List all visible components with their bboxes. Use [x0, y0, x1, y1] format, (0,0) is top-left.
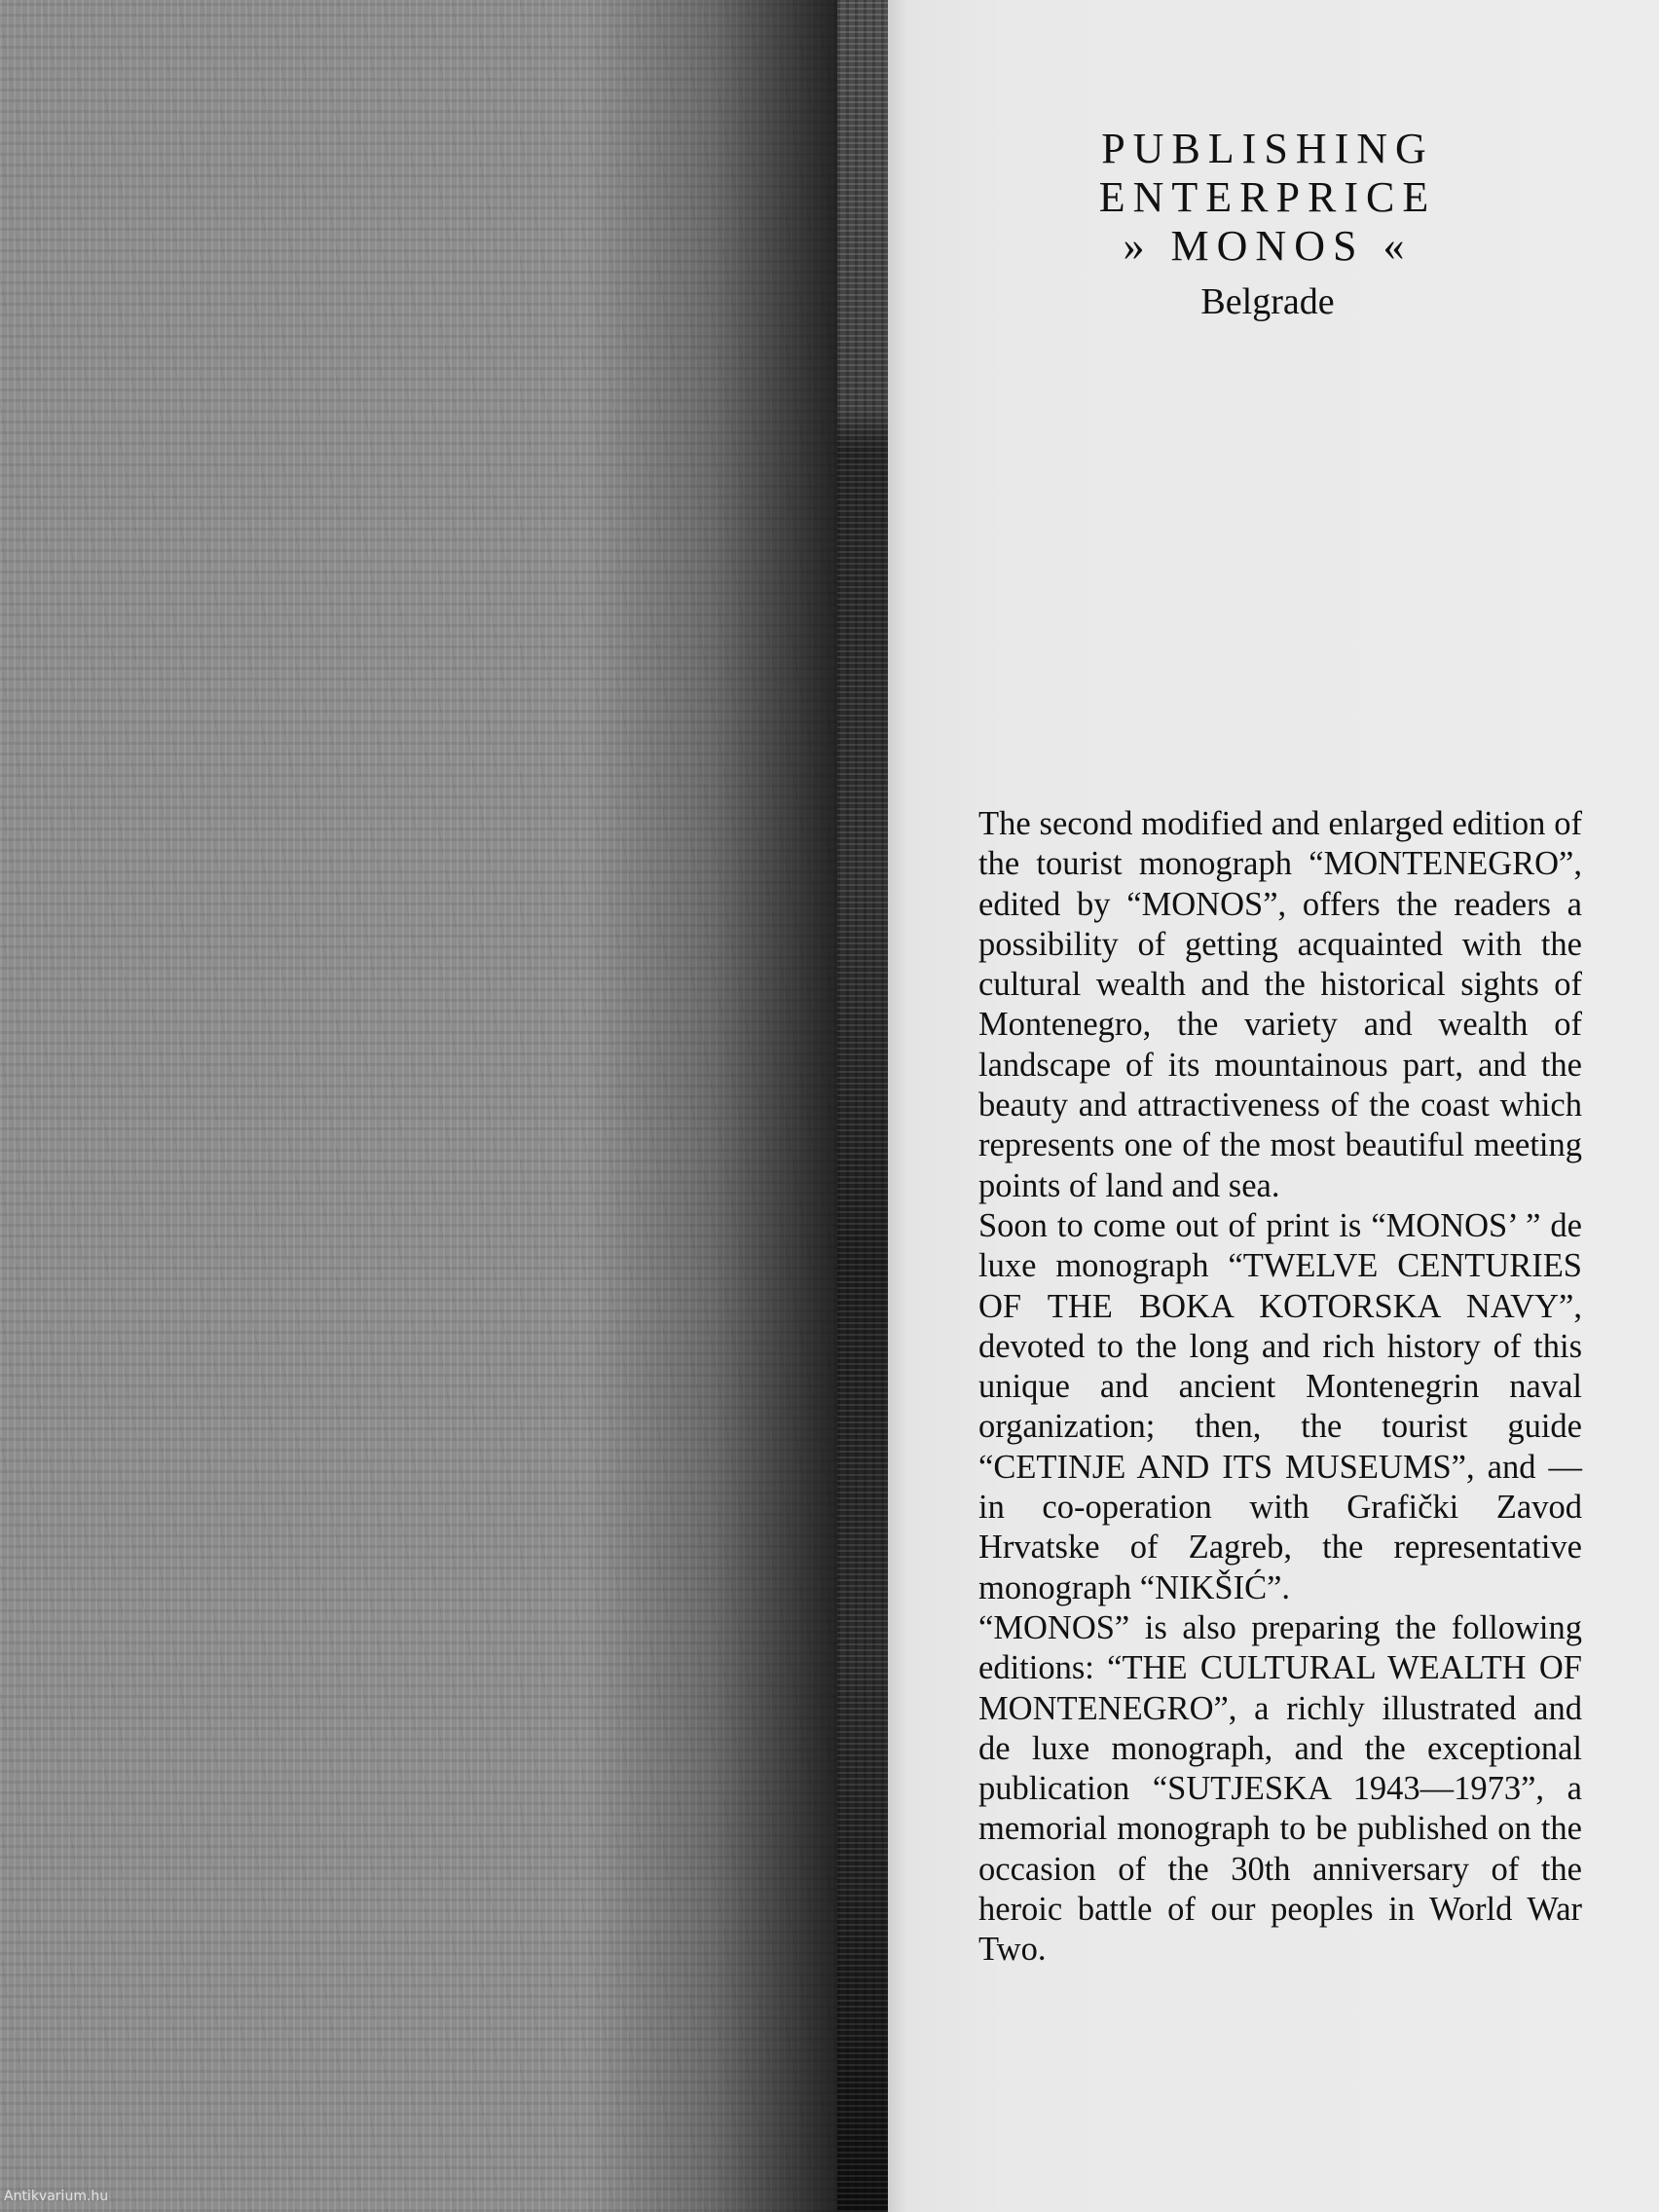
paragraph-2: Soon to come out of print is “MONOS’ ” de luxe monograph “TWELVE CENTURIES OF THE BOKA KOTORSKA NAVY”, devoted to the long and rich history of this unique and ancient Montenegrin naval organization; then, the tourist guide “CETINJE AND ITS MUSEUMS”, and — in co-operation with Grafički Zavod Hrvatske of Zagreb, the representative monograph “NIKŠIĆ”. [978, 1206, 1582, 1606]
paragraph-3: “MONOS” is also preparing the following editions: “THE CULTURAL WEALTH OF MONTENEGRO”, a richly illustrated and de luxe monograph, and the exceptional publication “SUTJESKA 1943—1973”, a memorial monograph to be published on the occasion of the 30th anniversary of the heroic battle of our peoples in World War Two. [978, 1608, 1582, 1969]
publisher-line-2: ENTERPRICE [1098, 173, 1437, 221]
paragraph-1: The second modified and enlarged edition of the tourist monograph “MONTENEGRO”, edited by “MONOS”, offers the readers a possibility of getting acquainted with the cultural wealth and the historical sights of Montenegro, the variety and wealth of landscape of its mountainous part, and the beauty and attractiveness of the coast which represents one of the most beautiful meeting points of land and sea. [978, 805, 1582, 1204]
publisher-line-3: » MONOS « [1123, 222, 1413, 270]
right-page [888, 0, 1659, 2212]
publisher-city: Belgrade [1200, 281, 1335, 322]
watermark: Antikvarium.hu [4, 2189, 109, 2204]
body-text [978, 804, 1582, 1971]
publisher-block [976, 125, 1560, 329]
book-gutter [837, 0, 891, 2212]
publisher-line-1: PUBLISHING [1101, 125, 1434, 172]
